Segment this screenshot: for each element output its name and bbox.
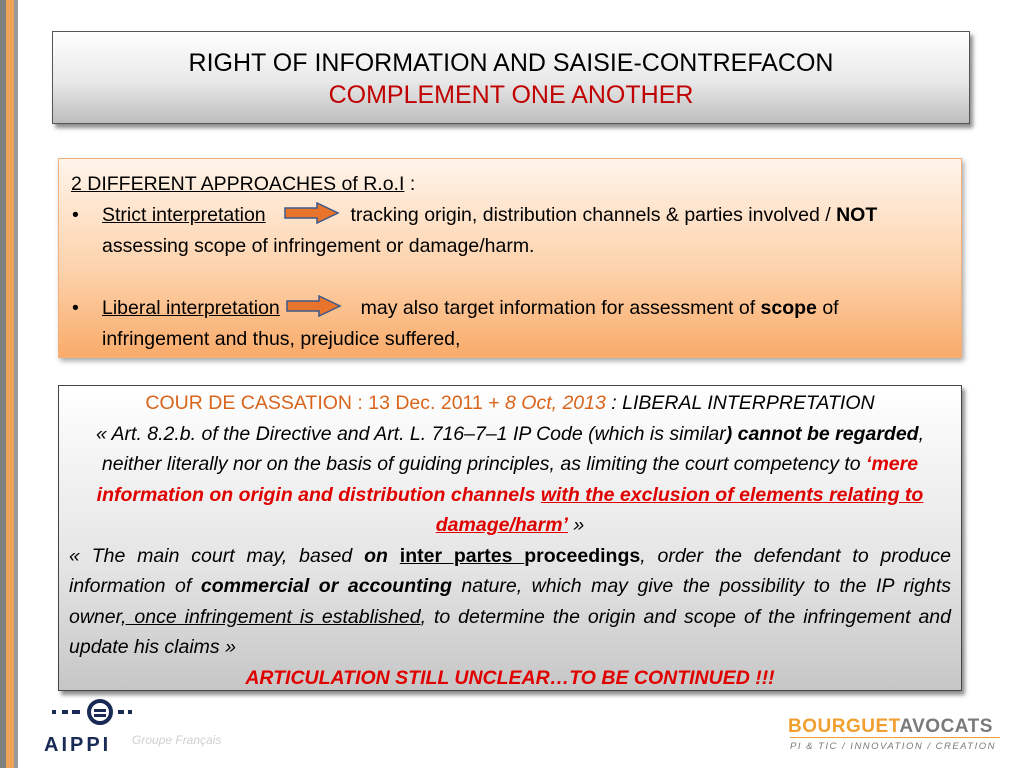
quote1-a: « Art. 8.2.b. of the Directive and Art. L. 716–7–1 IP Code (which is similar bbox=[95, 422, 726, 445]
cassation-heading-liberal: : LIBERAL INTERPRETATION bbox=[605, 392, 875, 414]
avocats-word: AVOCATS bbox=[899, 716, 993, 737]
slide-title: RIGHT OF INFORMATION AND SAISIE-CONTREFACON bbox=[188, 49, 834, 77]
quote-1 bbox=[69, 419, 951, 541]
strict-text-b: assessing scope of infringement or damage/harm. bbox=[102, 235, 535, 257]
quote2-g: commercial or accounting bbox=[200, 575, 452, 597]
logo-divider bbox=[790, 737, 1000, 738]
left-stripe-orange bbox=[6, 0, 14, 768]
bourguet-logo bbox=[788, 716, 993, 738]
quote2-a: « The main court may, based bbox=[69, 544, 365, 567]
strict-text-a: tracking origin, distribution channels & parties involved / bbox=[350, 204, 837, 226]
approaches-heading-colon: : bbox=[404, 173, 416, 195]
bullet-liberal bbox=[71, 293, 949, 355]
quote2-i: , once infringement is established bbox=[121, 605, 421, 628]
right-arrow-icon bbox=[285, 295, 343, 317]
quote1-e: with the exclusion of elements relating to damage/harm’ bbox=[435, 483, 924, 536]
bourguet-tagline: PI & TIC / INNOVATION / CREATION bbox=[790, 741, 996, 752]
approaches-heading-row bbox=[71, 169, 949, 200]
cassation-heading-date: COUR DE CASSATION : 13 Dec. 2011 + bbox=[145, 392, 506, 414]
approaches-box bbox=[58, 158, 962, 358]
left-stripe-gray bbox=[14, 0, 18, 768]
aippi-logo-text: AIPPI bbox=[44, 734, 112, 756]
slide-title-box bbox=[52, 31, 970, 124]
quote1-f: » bbox=[567, 514, 585, 536]
quote2-j: , to determine the origin and scope of the infringement and update his claims » bbox=[69, 605, 951, 658]
quote2-e: proceedings bbox=[524, 544, 641, 567]
bullet-dot: • bbox=[72, 204, 79, 226]
quote2-c bbox=[388, 545, 400, 567]
quote1-b: ) cannot be regarded bbox=[725, 422, 919, 445]
cassation-box bbox=[58, 385, 962, 691]
liberal-label: Liberal interpretation bbox=[102, 297, 280, 319]
liberal-scope: scope bbox=[760, 297, 817, 319]
quote2-f: , order the defendant to produce information of bbox=[69, 544, 951, 597]
liberal-text-b: of infringement and thus, prejudice suffered, bbox=[102, 297, 839, 350]
slide-subtitle: COMPLEMENT ONE ANOTHER bbox=[328, 81, 694, 109]
right-arrow-icon bbox=[283, 202, 341, 224]
quote-2 bbox=[69, 541, 951, 663]
liberal-text-a: may also target information for assessment of bbox=[360, 297, 761, 319]
quote2-d: inter partes bbox=[399, 544, 525, 567]
strict-not: NOT bbox=[836, 204, 878, 226]
groupe-francais: Groupe Français bbox=[132, 733, 222, 747]
quote2-b: on bbox=[364, 544, 388, 567]
quote1-d: ‘mere information on origin and distribution channels bbox=[96, 453, 919, 506]
quote2-h: nature, which may give the possibility to the IP rights owner bbox=[69, 575, 951, 628]
bullet-strict bbox=[71, 200, 949, 262]
cassation-heading bbox=[69, 388, 951, 419]
quote1-c: , neither literally nor on the basis of guiding principles, as limiting the court competency to bbox=[101, 422, 924, 475]
approaches-heading: 2 DIFFERENT APPROACHES of R.o.I bbox=[71, 173, 405, 195]
bourguet-word: BOURGUET bbox=[788, 716, 900, 737]
strict-label: Strict interpretation bbox=[102, 204, 266, 226]
cassation-footer: ARTICULATION STILL UNCLEAR…TO BE CONTINUED !!! bbox=[245, 666, 775, 689]
cassation-heading-date2: 8 Oct, 2013 bbox=[505, 392, 606, 414]
spacer bbox=[71, 262, 949, 293]
bullet-dot: • bbox=[72, 297, 79, 319]
